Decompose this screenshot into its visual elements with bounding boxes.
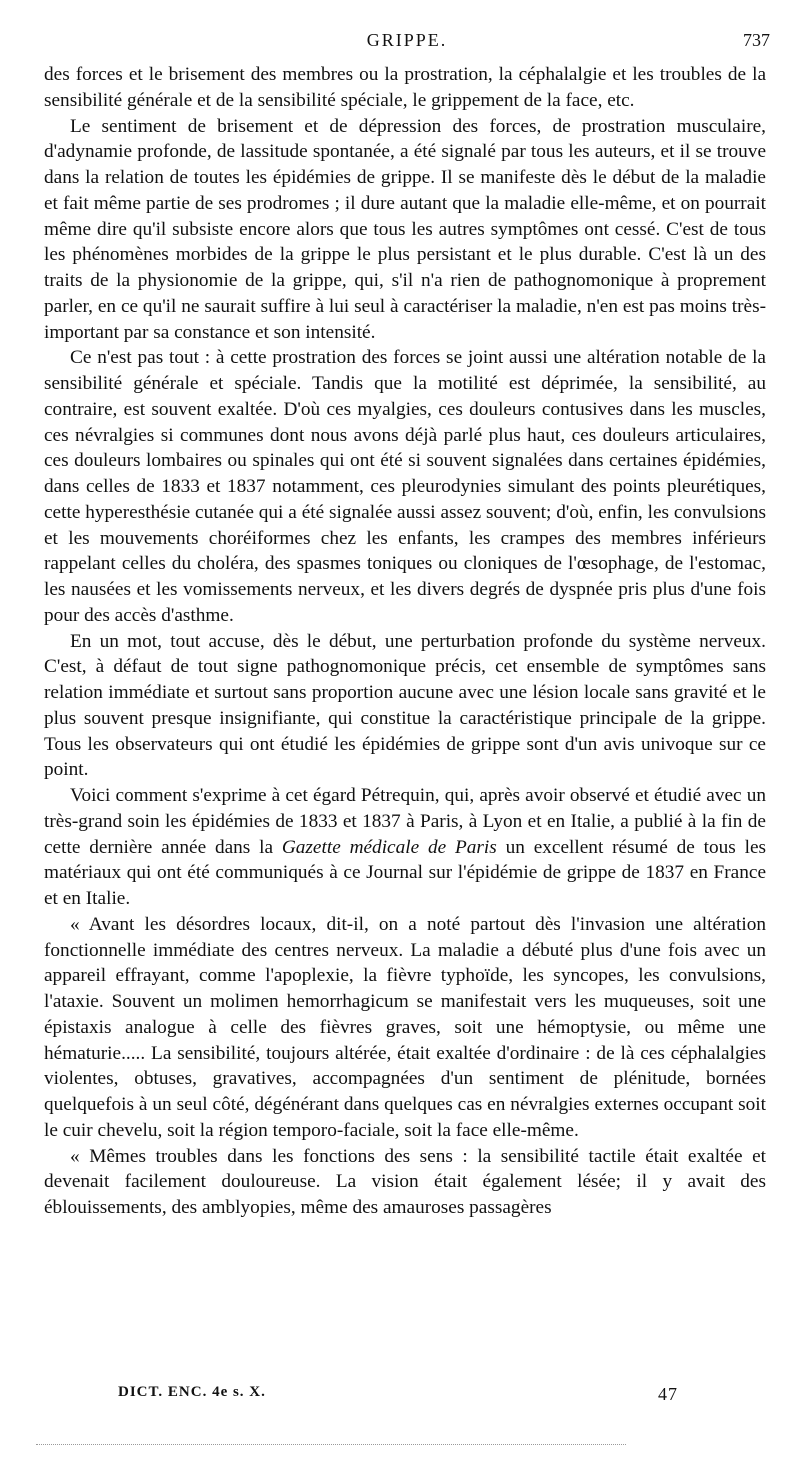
paragraph: des forces et le brisement des membres ou la prostration, la céphalalgie et les troubles de la sensibilité générale et de la sensibilité spéciale, le grippement de la face, etc.	[44, 64, 766, 111]
quotation-paragraph: « Mêmes troubles dans les fonctions des sens : la sensibilité tactile était exaltée et devenait facilement douloureuse. La vision était également lésée; il y avait des éblouissements, des amblyopies, même des amauroses passagères	[44, 1145, 766, 1218]
paragraph: Ce n'est pas tout : à cette prostration des forces se joint aussi une altération notable de la sensibilité générale et spéciale. Tandis que la motilité est déprimée, la sensibilité, au contraire, est souvent exaltée. D'où ces myalgies, ces douleurs contusives dans les muscles, ces névralgies si communes dont nous avons déjà parlé plus haut, ces douleurs articulaires, ces douleurs lombaires ou spinales qui ont été si souvent signalées dans certaines épidémies, dans celles de 1833 et 1837 notamment, ces pleurodynies simulant des points pleurétiques, cette hyperesthésie cutanée qui a été signalée aussi assez souvent; d'où, enfin, les convulsions et les mouvements choréiformes chez les enfants, les crampes des membres inférieurs rappelant celles du choléra, des spasmes toniques ou cloniques de l'œsophage, de l'estomac, les nausées et les vomissements nerveux, et les divers degrés de dyspnée pris plus d'une fois pour des accès d'asthme.	[44, 347, 766, 626]
page-number: 737	[743, 30, 770, 50]
paragraph-text: un excellent résumé de tous les matériaux qui ont été communiqués à ce Journal sur l'épidémie de grippe de 1837 en France et en Italie.	[44, 836, 767, 909]
paragraph: En un mot, tout accuse, dès le début, une perturbation profonde du système nerveux. C'est, à défaut de tout signe pathognomonique précis, cet ensemble de symptômes sans relation immédiate et surtout sans proportion aucune avec une lésion locale sans gravité et le plus souvent presque insignifiante, qui constitue la caractéristique principale de la grippe. Tous les observateurs qui ont étudié les épidémies de grippe sont d'un avis univoque sur ce point.	[44, 630, 766, 781]
paragraph-petrequin	[44, 783, 766, 912]
page-footer	[118, 1384, 678, 1410]
body-text	[44, 62, 766, 1221]
running-title: GRIPPE.	[366, 30, 448, 50]
quotation-paragraph: « Avant les désordres locaux, dit-il, on a noté partout dès l'invasion une altération fonctionnelle immédiate des centres nerveux. La maladie a débuté plus d'une fois avec un appareil effrayant, comme l'apoplexie, la fièvre typhoïde, les syncopes, les convulsions, l'ataxie. Souvent un molimen hemorrhagicum se manifestait vers les muqueuses, soit une épistaxis analogue à celle des fièvres graves, soit une hémoptysie, ou même une hématurie..... La sensibilité, toujours altérée, était exaltée d'ordinaire : de là ces céphalalgies violentes, obtuses, gravatives, accompagnées d'un sentiment de plénitude, bornées quelquefois à un seul côté, dégénérant dans quelques cas en névralgies externes occupant soit le cuir chevelu, soit la région temporo-faciale, soit la face elle-même.	[44, 913, 766, 1141]
journal-title: Gazette médicale de Paris	[281, 836, 497, 858]
bottom-rule	[36, 1444, 626, 1445]
page-header	[44, 30, 770, 56]
paragraph-text: Voici comment s'exprime à cet égard Pétrequin, qui, après avoir observé et étudié avec un très-grand soin les épidémies de 1833 et 1837 à Paris, à Lyon et en Italie, a publié à la fin de cette dernière année dans la	[44, 785, 766, 858]
signature-mark: DICT. ENC. 4e s. X.	[118, 1384, 266, 1400]
sheet-number: 47	[658, 1384, 678, 1404]
paragraph: Le sentiment de brisement et de dépression des forces, de prostration musculaire, d'adynamie profonde, de lassitude spontanée, a été signalé par tous les auteurs, et il se trouve dans la relation de toutes les épidémies de grippe. Il se manifeste dès le début de la maladie et fait même partie de ses prodromes ; il dure autant que la maladie elle-même, et on pourrait même dire qu'il subsiste encore alors que tous les autres symptômes ont cessé. C'est de tous les phénomènes morbides de la grippe le plus persistant et le plus durable. C'est là un des traits de la physionomie de la grippe, qui, s'il n'a rien de pathognomonique à proprement parler, en ce qu'il ne saurait suffire à lui seul à caractériser la maladie, n'en est pas moins très-important par sa constance et son intensité.	[44, 115, 766, 343]
